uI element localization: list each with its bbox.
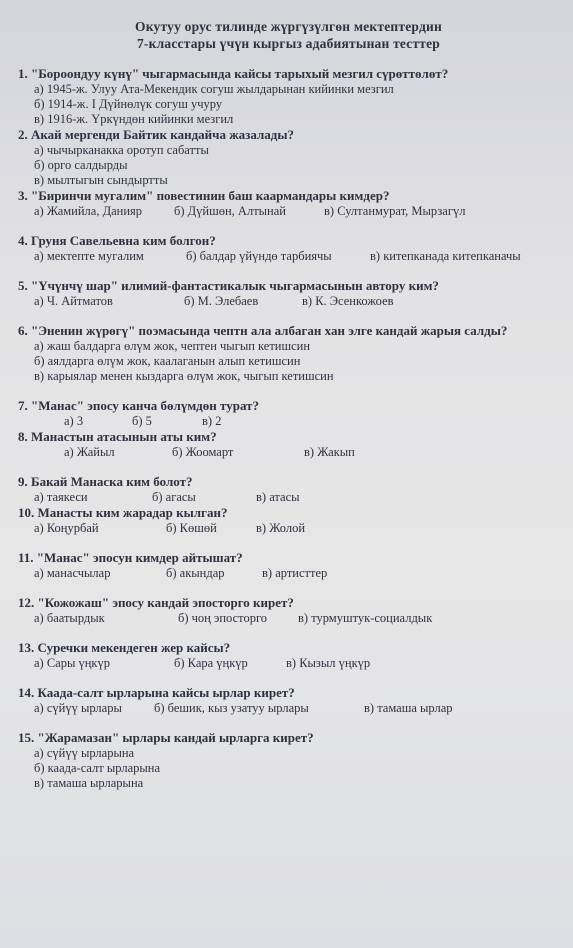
answer-option: а) Сары үңкүр [34, 656, 111, 670]
question-text: 9. Бакай Манаска ким болот? [18, 474, 193, 489]
question-7 [18, 398, 559, 429]
answer-option: а) манасчылар [34, 566, 111, 580]
question-text: 2. Акай мергенди Байтик кандайча жазалады? [18, 127, 295, 142]
answer-row [18, 490, 559, 505]
answer-option: б) М. Элебаев [184, 294, 259, 308]
question-text: 5. "Үчүнчү шар" илимий-фантастикалык чыгармасынын автору ким? [18, 278, 439, 293]
answer-row [18, 204, 559, 219]
answer-option: а) Жамийла, Данияр [34, 204, 143, 218]
answer-option: б) Дүйшөн, Алтынай [174, 204, 286, 218]
answer-row [18, 611, 559, 626]
answer-option: б) орго салдырды [34, 158, 128, 172]
answer-option: а) Ч. Айтматов [34, 294, 113, 308]
answer-option: в) Жолой [256, 521, 306, 535]
answer-option: а) 1945-ж. Улуу Ата-Мекендик согуш жылдарынан кийинки мезгил [34, 82, 394, 96]
question-text: 14. Каада-салт ырларына кайсы ырлар кирет? [18, 685, 295, 700]
answer-option: а) 3 [64, 414, 84, 428]
question-13 [18, 640, 559, 671]
header-line-2: 7-класстары үчүн кыргыз адабиятынан тесттер [136, 36, 441, 51]
question-text: 8. Манастын атасынын аты ким? [18, 429, 217, 444]
answer-option: б) агасы [152, 490, 196, 504]
answer-option: б) акындар [166, 566, 225, 580]
question-10 [18, 505, 559, 536]
question-text: 1. "Бороондуу күнү" чыгармасында кайсы тарыхый мезгил сүрөттөлөт? [18, 66, 449, 81]
answer-option: в) К. Эсенкожоев [302, 294, 394, 308]
answer-option: б) Көшөй [166, 521, 217, 535]
question-text: 12. "Кожожаш" эпосу кандай эпосторго кирет? [18, 595, 294, 610]
answer-option: а) сүйүү ырлары [34, 701, 122, 715]
answer-option: в) Жакып [304, 445, 355, 459]
answer-option: а) таякеси [34, 490, 88, 504]
answer-option: б) Жоомарт [172, 445, 234, 459]
question-2 [18, 127, 559, 188]
answer-option: б) аялдарга өлүм жок, каалаганын алып кетишсин [34, 354, 301, 368]
answer-option: в) артисттер [262, 566, 328, 580]
header-line-1: Окутуу орус тилинде жүргүзүлгөн мектептердин [135, 19, 442, 34]
answer-option: а) сүйүү ырларына [34, 746, 135, 760]
answer-option: в) атасы [256, 490, 300, 504]
question-6 [18, 323, 559, 384]
answer-option: б) балдар үйүндө тарбиячы [186, 249, 332, 263]
answer-option: а) чычырканакка оротуп сабатты [34, 143, 209, 157]
answer-row [18, 414, 559, 429]
question-text: 11. "Манас" эпосун кимдер айтышат? [18, 550, 243, 565]
answer-option: б) чоң эпосторго [178, 611, 268, 625]
question-9 [18, 474, 559, 505]
answer-option: в) 1916-ж. Үркүндөн кийинки мезгил [34, 112, 234, 126]
answer-option: б) 1914-ж. I Дүйнөлүк согуш учуру [34, 97, 223, 111]
answer-row [18, 445, 559, 460]
question-text: 3. "Биринчи мугалим" повестинин баш каармандары кимдер? [18, 188, 390, 203]
question-text: 7. "Манас" эпосу канча бөлүмдөн турат? [18, 398, 259, 413]
answer-row [18, 701, 559, 716]
answer-option: в) тамаша ырлар [364, 701, 453, 715]
question-11 [18, 550, 559, 581]
question-text: 10. Манасты ким жарадар кылган? [18, 505, 228, 520]
question-1 [18, 66, 559, 127]
answer-option: в) карыялар менен кыздарга өлүм жок, чыгып кетишсин [34, 369, 334, 383]
question-text: 13. Суречки мекендеген жер кайсы? [18, 640, 231, 655]
answer-option: а) Жайыл [64, 445, 115, 459]
answer-option: в) Кызыл үңкүр [286, 656, 371, 670]
sheet-header [18, 18, 559, 52]
question-3 [18, 188, 559, 219]
answer-row [18, 566, 559, 581]
answer-row [18, 249, 559, 264]
question-text: 4. Груня Савельевна ким болгон? [18, 233, 216, 248]
question-text: 15. "Жарамазан" ырлары кандай ырларга кирет? [18, 730, 314, 745]
question-5 [18, 278, 559, 309]
answer-option: в) Султанмурат, Мырзагүл [324, 204, 466, 218]
answer-option: а) баатырдык [34, 611, 105, 625]
question-4 [18, 233, 559, 264]
answer-row [18, 294, 559, 309]
question-8 [18, 429, 559, 460]
answer-option: в) китепканада китепканачы [370, 249, 521, 263]
answer-row [18, 656, 559, 671]
answer-option: б) бешик, кыз узатуу ырлары [154, 701, 309, 715]
question-14 [18, 685, 559, 716]
question-text: 6. "Эненин жүрөгү" поэмасында чептн ала албаган хан элге кандай жарыя салды? [18, 323, 508, 338]
answer-option: б) каада-салт ырларына [34, 761, 161, 775]
answer-option: а) мектепте мугалим [34, 249, 144, 263]
question-15 [18, 730, 559, 791]
answer-option: б) Кара үңкүр [174, 656, 248, 670]
question-12 [18, 595, 559, 626]
answer-option: в) турмуштук-социалдык [298, 611, 433, 625]
answer-option: в) мылтыгын сындыртты [34, 173, 168, 187]
answer-option: в) 2 [202, 414, 222, 428]
answer-option: а) жаш балдарга өлүм жок, чептен чыгып кетишсин [34, 339, 311, 353]
answer-option: б) 5 [132, 414, 152, 428]
answer-row [18, 521, 559, 536]
answer-option: а) Коңурбай [34, 521, 99, 535]
answer-option: в) тамаша ырларына [34, 776, 144, 790]
